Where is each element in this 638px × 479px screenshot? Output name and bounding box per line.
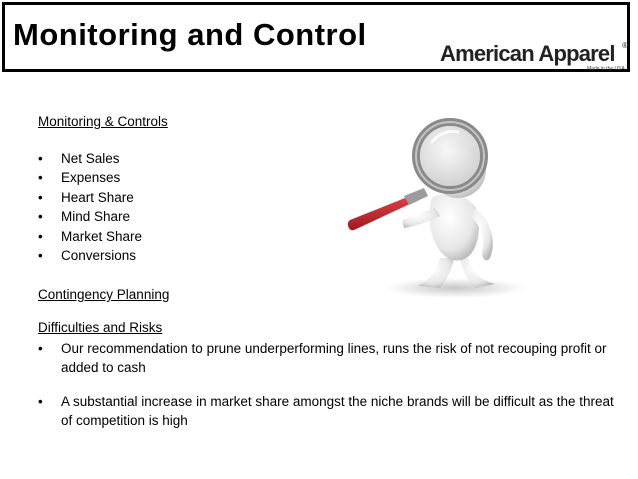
monitoring-heading: Monitoring & Controls (38, 114, 168, 129)
list-item-label: Mind Share (61, 209, 131, 225)
registered-mark-icon: ® (622, 41, 628, 50)
contingency-heading: Contingency Planning (38, 287, 170, 302)
risks-heading: Difficulties and Risks (38, 320, 163, 335)
page-title: Monitoring and Control (13, 17, 367, 52)
bullet-icon: • (38, 151, 43, 166)
list-item-label: Market Share (61, 228, 143, 244)
list-item-label: Conversions (61, 247, 137, 263)
bullet-icon: • (38, 228, 43, 244)
risk-item (38, 392, 618, 430)
list-item-label: Expenses (61, 170, 121, 186)
list-item (38, 168, 142, 187)
bullet-icon: • (38, 170, 43, 186)
bullet-icon: • (38, 247, 43, 263)
logo-subtitle: Made in the USA (587, 66, 625, 72)
brand-logo (440, 41, 630, 75)
monitoring-list (38, 149, 142, 265)
logo-text: American Apparel (440, 41, 615, 66)
list-item-label: Net Sales (61, 151, 120, 166)
risk-text: Our recommendation to prune underperforming lines, runs the risk of not recouping profit or added to cash (61, 341, 607, 375)
list-item (38, 227, 142, 246)
list-item (38, 188, 142, 207)
list-item-label: Heart Share (61, 189, 134, 205)
bullet-icon: • (38, 394, 43, 409)
title-bar (2, 2, 630, 72)
bullet-icon: • (38, 209, 43, 225)
list-item (38, 149, 142, 168)
list-item (38, 246, 142, 265)
bullet-icon: • (38, 189, 43, 205)
risk-text: A substantial increase in market share amongst the niche brands will be difficult as the threat of competition is high (61, 394, 614, 428)
list-item (38, 207, 142, 226)
bullet-icon: • (38, 341, 43, 356)
magnifying-glass-figure-icon (340, 108, 555, 308)
risk-item (38, 339, 618, 377)
